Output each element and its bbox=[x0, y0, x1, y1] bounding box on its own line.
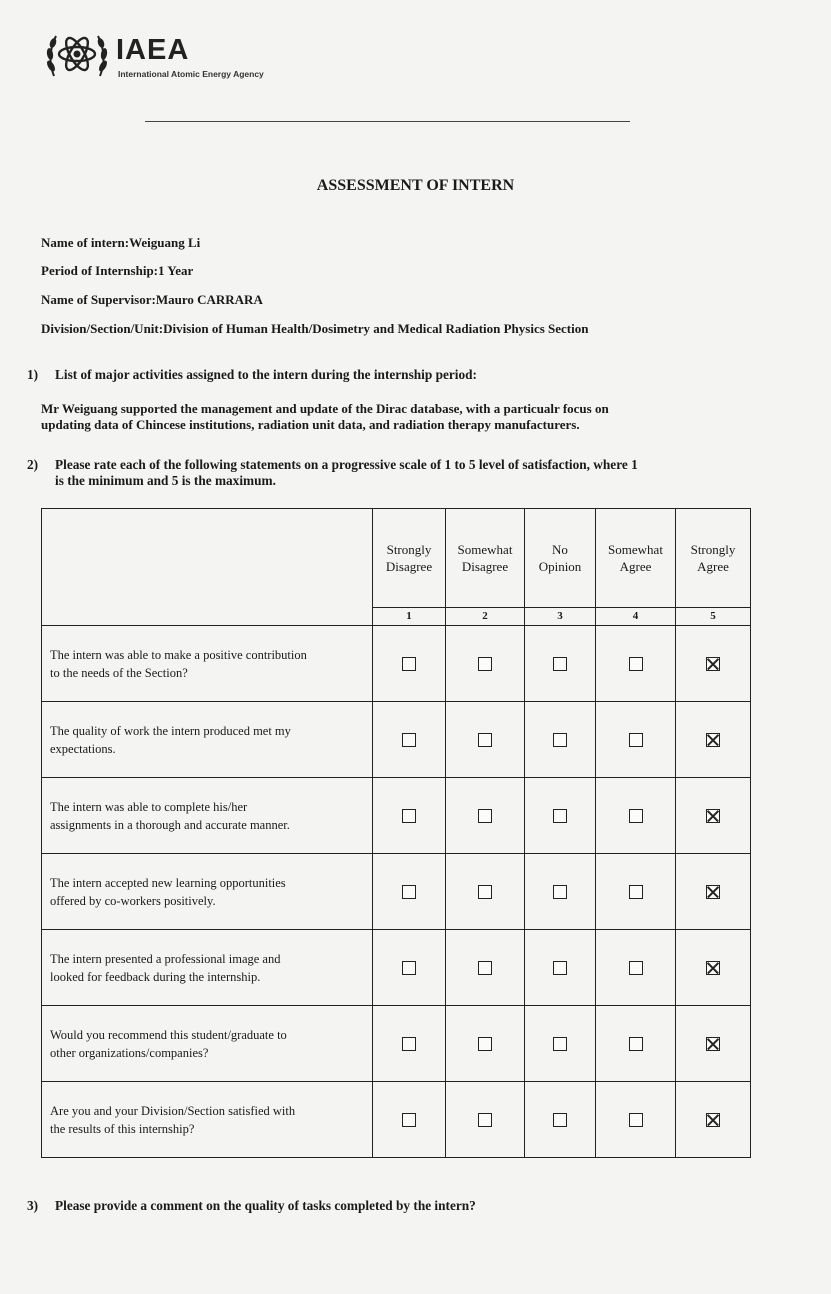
statement-text-line-1: The intern was able to complete his/her bbox=[50, 799, 248, 814]
scale-number-5: 5 bbox=[676, 608, 751, 626]
rating-cell-5 bbox=[676, 930, 751, 1006]
rating-checkbox-1[interactable] bbox=[402, 809, 416, 823]
rating-cell-4 bbox=[596, 778, 676, 854]
rating-checkbox-4[interactable] bbox=[629, 809, 643, 823]
rating-checkbox-4[interactable] bbox=[629, 961, 643, 975]
statement-row bbox=[42, 626, 751, 702]
statement-text-line-2: offered by co-workers positively. bbox=[50, 893, 216, 908]
statement-row bbox=[42, 702, 751, 778]
scale-5-label-line-1: Strongly bbox=[690, 542, 736, 557]
rating-checkbox-5[interactable] bbox=[706, 885, 720, 899]
statement-text-line-2: expectations. bbox=[50, 741, 116, 756]
supervisor-line bbox=[41, 292, 263, 308]
internship-period-label: Period of Internship: bbox=[41, 263, 158, 278]
statement-row bbox=[42, 854, 751, 930]
rating-checkbox-3[interactable] bbox=[553, 809, 567, 823]
rating-checkbox-3[interactable] bbox=[553, 1037, 567, 1051]
statement-text-line-1: Would you recommend this student/graduate to bbox=[50, 1027, 287, 1042]
question-2-number: 2) bbox=[27, 457, 39, 472]
question-2-text-line-2: is the minimum and 5 is the maximum. bbox=[55, 473, 276, 488]
rating-cell-1 bbox=[373, 778, 446, 854]
header-divider bbox=[145, 121, 630, 122]
statement-text bbox=[42, 626, 373, 702]
rating-cell-4 bbox=[596, 702, 676, 778]
question-1-answer-line-1: Mr Weiguang supported the management and update of the Dirac database, with a particualr focus on bbox=[41, 401, 609, 416]
rating-checkbox-5[interactable] bbox=[706, 961, 720, 975]
rating-checkbox-2[interactable] bbox=[478, 657, 492, 671]
rating-cell-3 bbox=[525, 626, 596, 702]
internship-period-value: 1 Year bbox=[158, 263, 194, 278]
rating-cell-3 bbox=[525, 930, 596, 1006]
statement-text-line-1: Are you and your Division/Section satisfied with bbox=[50, 1103, 296, 1118]
statement-text bbox=[42, 930, 373, 1006]
rating-checkbox-4[interactable] bbox=[629, 733, 643, 747]
rating-checkbox-2[interactable] bbox=[478, 809, 492, 823]
scale-number-1: 1 bbox=[373, 608, 446, 626]
rating-cell-2 bbox=[446, 702, 525, 778]
rating-cell-2 bbox=[446, 778, 525, 854]
scale-number-4: 4 bbox=[596, 608, 676, 626]
rating-checkbox-2[interactable] bbox=[478, 961, 492, 975]
statement-text bbox=[42, 702, 373, 778]
rating-checkbox-5[interactable] bbox=[706, 733, 720, 747]
statement-text bbox=[42, 1082, 373, 1158]
rating-cell-5 bbox=[676, 1006, 751, 1082]
rating-checkbox-4[interactable] bbox=[629, 885, 643, 899]
question-2-text-line-1: Please rate each of the following statements on a progressive scale of 1 to 5 level of satisfaction, where 1 bbox=[55, 457, 638, 472]
rating-cell-1 bbox=[373, 930, 446, 1006]
statement-text-line-1: The intern accepted new learning opportunities bbox=[50, 875, 286, 890]
supervisor-label: Name of Supervisor: bbox=[41, 292, 156, 307]
rating-cell-3 bbox=[525, 1082, 596, 1158]
rating-cell-1 bbox=[373, 626, 446, 702]
scale-3-label-line-1: No bbox=[552, 542, 568, 557]
scale-header-5 bbox=[676, 509, 751, 608]
rating-checkbox-3[interactable] bbox=[553, 733, 567, 747]
rating-checkbox-5[interactable] bbox=[706, 809, 720, 823]
internship-period-line bbox=[41, 263, 193, 279]
scale-header-2 bbox=[446, 509, 525, 608]
statement-text-line-2: assignments in a thorough and accurate manner. bbox=[50, 817, 290, 832]
question-1-answer-line-2: updating data of Chincese institutions, radiation unit data, and radiation therapy manufacturers. bbox=[41, 417, 580, 432]
rating-table bbox=[41, 508, 751, 1158]
rating-cell-4 bbox=[596, 1082, 676, 1158]
rating-cell-2 bbox=[446, 1006, 525, 1082]
rating-cell-1 bbox=[373, 1082, 446, 1158]
rating-checkbox-2[interactable] bbox=[478, 733, 492, 747]
statement-text-line-1: The quality of work the intern produced met my bbox=[50, 723, 291, 738]
rating-checkbox-2[interactable] bbox=[478, 1113, 492, 1127]
intern-name-label: Name of intern: bbox=[41, 235, 130, 250]
statement-rows bbox=[42, 626, 751, 1158]
iaea-logo bbox=[44, 26, 324, 86]
question-3-number: 3) bbox=[27, 1198, 39, 1213]
statement-row bbox=[42, 778, 751, 854]
rating-cell-1 bbox=[373, 854, 446, 930]
rating-checkbox-5[interactable] bbox=[706, 657, 720, 671]
org-name: International Atomic Energy Agency bbox=[118, 69, 264, 79]
rating-cell-3 bbox=[525, 778, 596, 854]
scale-5-label-line-2: Agree bbox=[697, 559, 729, 574]
rating-checkbox-5[interactable] bbox=[706, 1037, 720, 1051]
question-1-answer bbox=[41, 401, 801, 433]
rating-checkbox-2[interactable] bbox=[478, 1037, 492, 1051]
division-line bbox=[41, 321, 588, 337]
rating-cell-5 bbox=[676, 702, 751, 778]
rating-cell-2 bbox=[446, 1082, 525, 1158]
rating-checkbox-3[interactable] bbox=[553, 961, 567, 975]
rating-cell-1 bbox=[373, 1006, 446, 1082]
division-label: Division/Section/Unit: bbox=[41, 321, 164, 336]
rating-cell-2 bbox=[446, 626, 525, 702]
division-value: Division of Human Health/Dosimetry and Medical Radiation Physics Section bbox=[163, 321, 589, 336]
intern-name-value: Weiguang Li bbox=[129, 235, 201, 250]
statement-row bbox=[42, 930, 751, 1006]
rating-cell-5 bbox=[676, 854, 751, 930]
scale-1-label-line-1: Strongly bbox=[386, 542, 432, 557]
rating-cell-3 bbox=[525, 1006, 596, 1082]
rating-checkbox-4[interactable] bbox=[629, 657, 643, 671]
statement-row bbox=[42, 1082, 751, 1158]
rating-cell-2 bbox=[446, 930, 525, 1006]
statement-text-line-2: other organizations/companies? bbox=[50, 1045, 209, 1060]
rating-checkbox-5[interactable] bbox=[706, 1113, 720, 1127]
rating-cell-2 bbox=[446, 854, 525, 930]
question-3-text: Please provide a comment on the quality of tasks completed by the intern? bbox=[55, 1198, 476, 1213]
rating-header-row bbox=[42, 509, 751, 608]
rating-checkbox-1[interactable] bbox=[402, 733, 416, 747]
scale-header-4 bbox=[596, 509, 676, 608]
scale-number-2: 2 bbox=[446, 608, 525, 626]
scale-1-label-line-2: Disagree bbox=[385, 559, 433, 574]
rating-checkbox-3[interactable] bbox=[553, 1113, 567, 1127]
rating-cell-4 bbox=[596, 626, 676, 702]
scale-4-label-line-1: Somewhat bbox=[608, 542, 663, 557]
question-1-text: List of major activities assigned to the intern during the internship period: bbox=[55, 367, 477, 382]
scale-3-label-line-2: Opinion bbox=[538, 559, 582, 574]
statement-text-line-1: The intern presented a professional image and bbox=[50, 951, 281, 966]
question-1-number: 1) bbox=[27, 367, 39, 382]
scale-2-label-line-1: Somewhat bbox=[457, 542, 513, 557]
rating-cell-3 bbox=[525, 854, 596, 930]
statement-text bbox=[42, 778, 373, 854]
org-acronym: IAEA bbox=[116, 34, 190, 66]
scale-number-3: 3 bbox=[525, 608, 596, 626]
rating-checkbox-1[interactable] bbox=[402, 1037, 416, 1051]
statement-row bbox=[42, 1006, 751, 1082]
rating-cell-4 bbox=[596, 1006, 676, 1082]
atom-laurel-icon bbox=[44, 26, 110, 84]
rating-cell-5 bbox=[676, 778, 751, 854]
rating-cell-5 bbox=[676, 626, 751, 702]
statement-header-cell bbox=[42, 509, 373, 626]
rating-checkbox-4[interactable] bbox=[629, 1037, 643, 1051]
intern-name-line bbox=[41, 235, 200, 251]
statement-text-line-2: to the needs of the Section? bbox=[50, 665, 188, 680]
scale-header-1 bbox=[373, 509, 446, 608]
statement-text-line-2: looked for feedback during the internship. bbox=[50, 969, 261, 984]
scale-header-3 bbox=[525, 509, 596, 608]
statement-text-line-2: the results of this internship? bbox=[50, 1121, 195, 1136]
rating-checkbox-1[interactable] bbox=[402, 885, 416, 899]
rating-checkbox-4[interactable] bbox=[629, 1113, 643, 1127]
rating-cell-3 bbox=[525, 702, 596, 778]
rating-cell-4 bbox=[596, 930, 676, 1006]
rating-cell-4 bbox=[596, 854, 676, 930]
rating-checkbox-1[interactable] bbox=[402, 657, 416, 671]
statement-text-line-1: The intern was able to make a positive contribution bbox=[50, 647, 307, 662]
scale-4-label-line-2: Agree bbox=[619, 559, 652, 574]
scale-2-label-line-2: Disagree bbox=[461, 559, 509, 574]
supervisor-value: Mauro CARRARA bbox=[155, 292, 263, 307]
rating-checkbox-3[interactable] bbox=[553, 657, 567, 671]
statement-text bbox=[42, 854, 373, 930]
rating-cell-1 bbox=[373, 702, 446, 778]
rating-checkbox-1[interactable] bbox=[402, 1113, 416, 1127]
rating-checkbox-3[interactable] bbox=[553, 885, 567, 899]
rating-cell-5 bbox=[676, 1082, 751, 1158]
document-title: ASSESSMENT OF INTERN bbox=[316, 177, 515, 194]
statement-text bbox=[42, 1006, 373, 1082]
rating-checkbox-1[interactable] bbox=[402, 961, 416, 975]
rating-checkbox-2[interactable] bbox=[478, 885, 492, 899]
